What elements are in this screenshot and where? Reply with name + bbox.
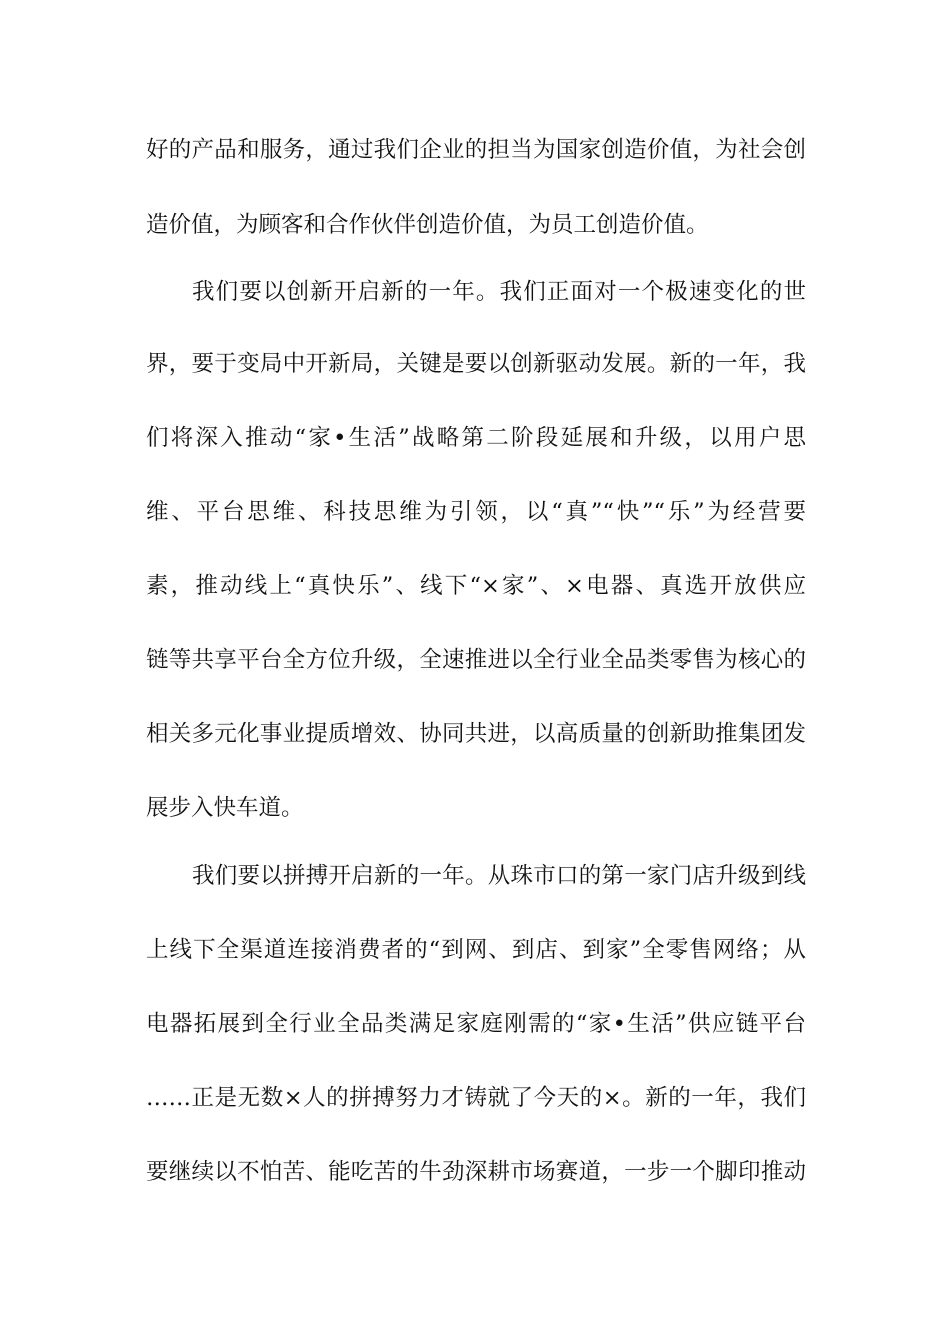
text-line: ……正是无数×人的拼搏努力才铸就了今天的×。新的一年，我们 bbox=[146, 1085, 806, 1111]
text-line: 我们要以拼搏开启新的一年。从珠市口的第一家门店升级到线 bbox=[192, 863, 806, 889]
text-line: 维、平台思维、科技思维为引领，以“真”“快”“乐”为经营要 bbox=[146, 499, 806, 525]
text-line: 要继续以不怕苦、能吃苦的牛劲深耕市场赛道，一步一个脚印推动 bbox=[146, 1159, 806, 1185]
text-line: 上线下全渠道连接消费者的“到网、到店、到家”全零售网络；从 bbox=[146, 937, 806, 963]
text-line: 界，要于变局中开新局，关键是要以创新驱动发展。新的一年，我 bbox=[146, 351, 806, 377]
text-line: 好的产品和服务，通过我们企业的担当为国家创造价值，为社会创 bbox=[146, 137, 806, 163]
text-line: 们将深入推动“家•生活”战略第二阶段延展和升级，以用户思 bbox=[146, 425, 806, 451]
text-line: 电器拓展到全行业全品类满足家庭刚需的“家•生活”供应链平台 bbox=[146, 1011, 806, 1037]
text-line: 我们要以创新开启新的一年。我们正面对一个极速变化的世 bbox=[192, 279, 806, 305]
text-line: 素，推动线上“真快乐”、线下“×家”、×电器、真选开放供应 bbox=[146, 573, 806, 599]
text-line: 造价值，为顾客和合作伙伴创造价值，为员工创造价值。 bbox=[146, 212, 709, 238]
text-line: 展步入快车道。 bbox=[146, 795, 304, 821]
text-line: 相关多元化事业提质增效、协同共进，以高质量的创新助推集团发 bbox=[146, 721, 806, 747]
text-line: 链等共享平台全方位升级，全速推进以全行业全品类零售为核心的 bbox=[146, 647, 806, 673]
